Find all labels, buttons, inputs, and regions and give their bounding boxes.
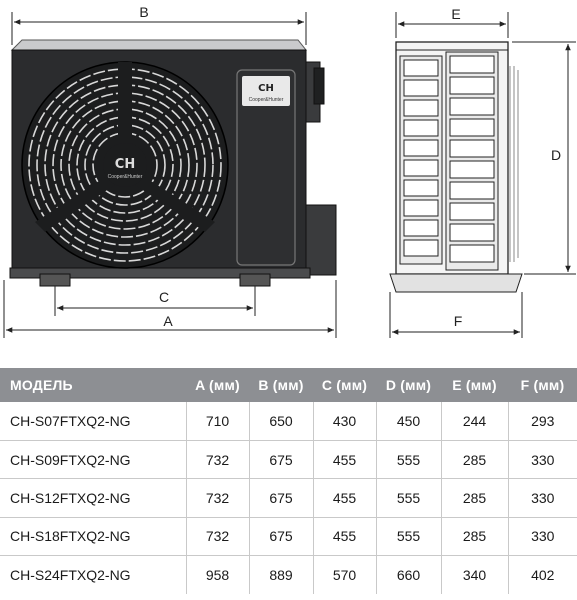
dimension-label-b: B xyxy=(139,4,149,20)
cell-model: CH-S12FTXQ2-NG xyxy=(10,489,131,506)
fan-grille xyxy=(22,62,228,268)
table-header-row xyxy=(0,368,577,402)
cell-a: 732 xyxy=(186,517,249,555)
cell-f: 330 xyxy=(508,440,577,478)
table-row xyxy=(0,556,577,594)
cell-d: 555 xyxy=(376,440,441,478)
cell-e: 285 xyxy=(441,479,508,517)
cell-model: CH-S24FTXQ2-NG xyxy=(10,567,131,584)
header-b: B (мм) xyxy=(258,377,304,393)
left-foot xyxy=(40,274,70,286)
cell-e: 285 xyxy=(441,440,508,478)
dimension-label-f: F xyxy=(453,313,463,329)
table-row xyxy=(0,479,577,517)
table-row xyxy=(0,517,577,555)
fan-logo-brand: Cooper&Hunter xyxy=(107,174,143,180)
cell-f: 402 xyxy=(508,556,577,594)
cell-d: 660 xyxy=(376,556,441,594)
cell-model: CH-S07FTXQ2-NG xyxy=(10,412,131,429)
cell-c: 455 xyxy=(313,479,376,517)
table-row xyxy=(0,440,577,478)
dimension-label-c: C xyxy=(158,289,170,305)
cell-c: 455 xyxy=(313,517,376,555)
cell-d: 450 xyxy=(376,402,441,440)
header-e: E (мм) xyxy=(452,377,497,393)
cell-a: 732 xyxy=(186,440,249,478)
cell-b: 675 xyxy=(249,440,313,478)
cell-e: 244 xyxy=(441,402,508,440)
header-f: F (мм) xyxy=(520,377,565,393)
cell-a: 732 xyxy=(186,479,249,517)
cell-c: 430 xyxy=(313,402,376,440)
cell-model: CH-S18FTXQ2-NG xyxy=(10,528,131,545)
side-view xyxy=(390,42,522,292)
side-louvers-left xyxy=(400,56,442,264)
panel-logo-brand: Cooper&Hunter xyxy=(248,97,284,103)
header-a: A (мм) xyxy=(195,377,240,393)
cell-b: 650 xyxy=(249,402,313,440)
side-panel xyxy=(237,70,295,265)
panel-logo-mark: CH xyxy=(258,83,274,94)
rear-fins xyxy=(510,66,518,262)
header-model: МОДЕЛЬ xyxy=(10,377,73,393)
cell-b: 675 xyxy=(249,517,313,555)
cell-a: 710 xyxy=(186,402,249,440)
cell-c: 455 xyxy=(313,440,376,478)
fan-logo-mark: CH xyxy=(114,157,136,172)
cell-c: 570 xyxy=(313,556,376,594)
cell-a: 958 xyxy=(186,556,249,594)
right-foot xyxy=(240,274,270,286)
dimension-label-e: E xyxy=(451,6,461,22)
cell-model: CH-S09FTXQ2-NG xyxy=(10,451,131,468)
cell-f: 293 xyxy=(508,402,577,440)
dimension-label-d: D xyxy=(550,147,562,163)
front-view xyxy=(10,40,336,286)
header-d: D (мм) xyxy=(385,377,432,393)
cell-f: 330 xyxy=(508,479,577,517)
table-row xyxy=(0,402,577,440)
dimensions-table xyxy=(0,368,577,594)
header-c: C (мм) xyxy=(321,377,368,393)
cell-b: 675 xyxy=(249,479,313,517)
cell-f: 330 xyxy=(508,517,577,555)
cell-b: 889 xyxy=(249,556,313,594)
dimension-label-a: A xyxy=(163,313,173,329)
cell-d: 555 xyxy=(376,479,441,517)
cell-e: 340 xyxy=(441,556,508,594)
cell-d: 555 xyxy=(376,517,441,555)
side-louvers-right xyxy=(446,52,498,270)
cell-e: 285 xyxy=(441,517,508,555)
